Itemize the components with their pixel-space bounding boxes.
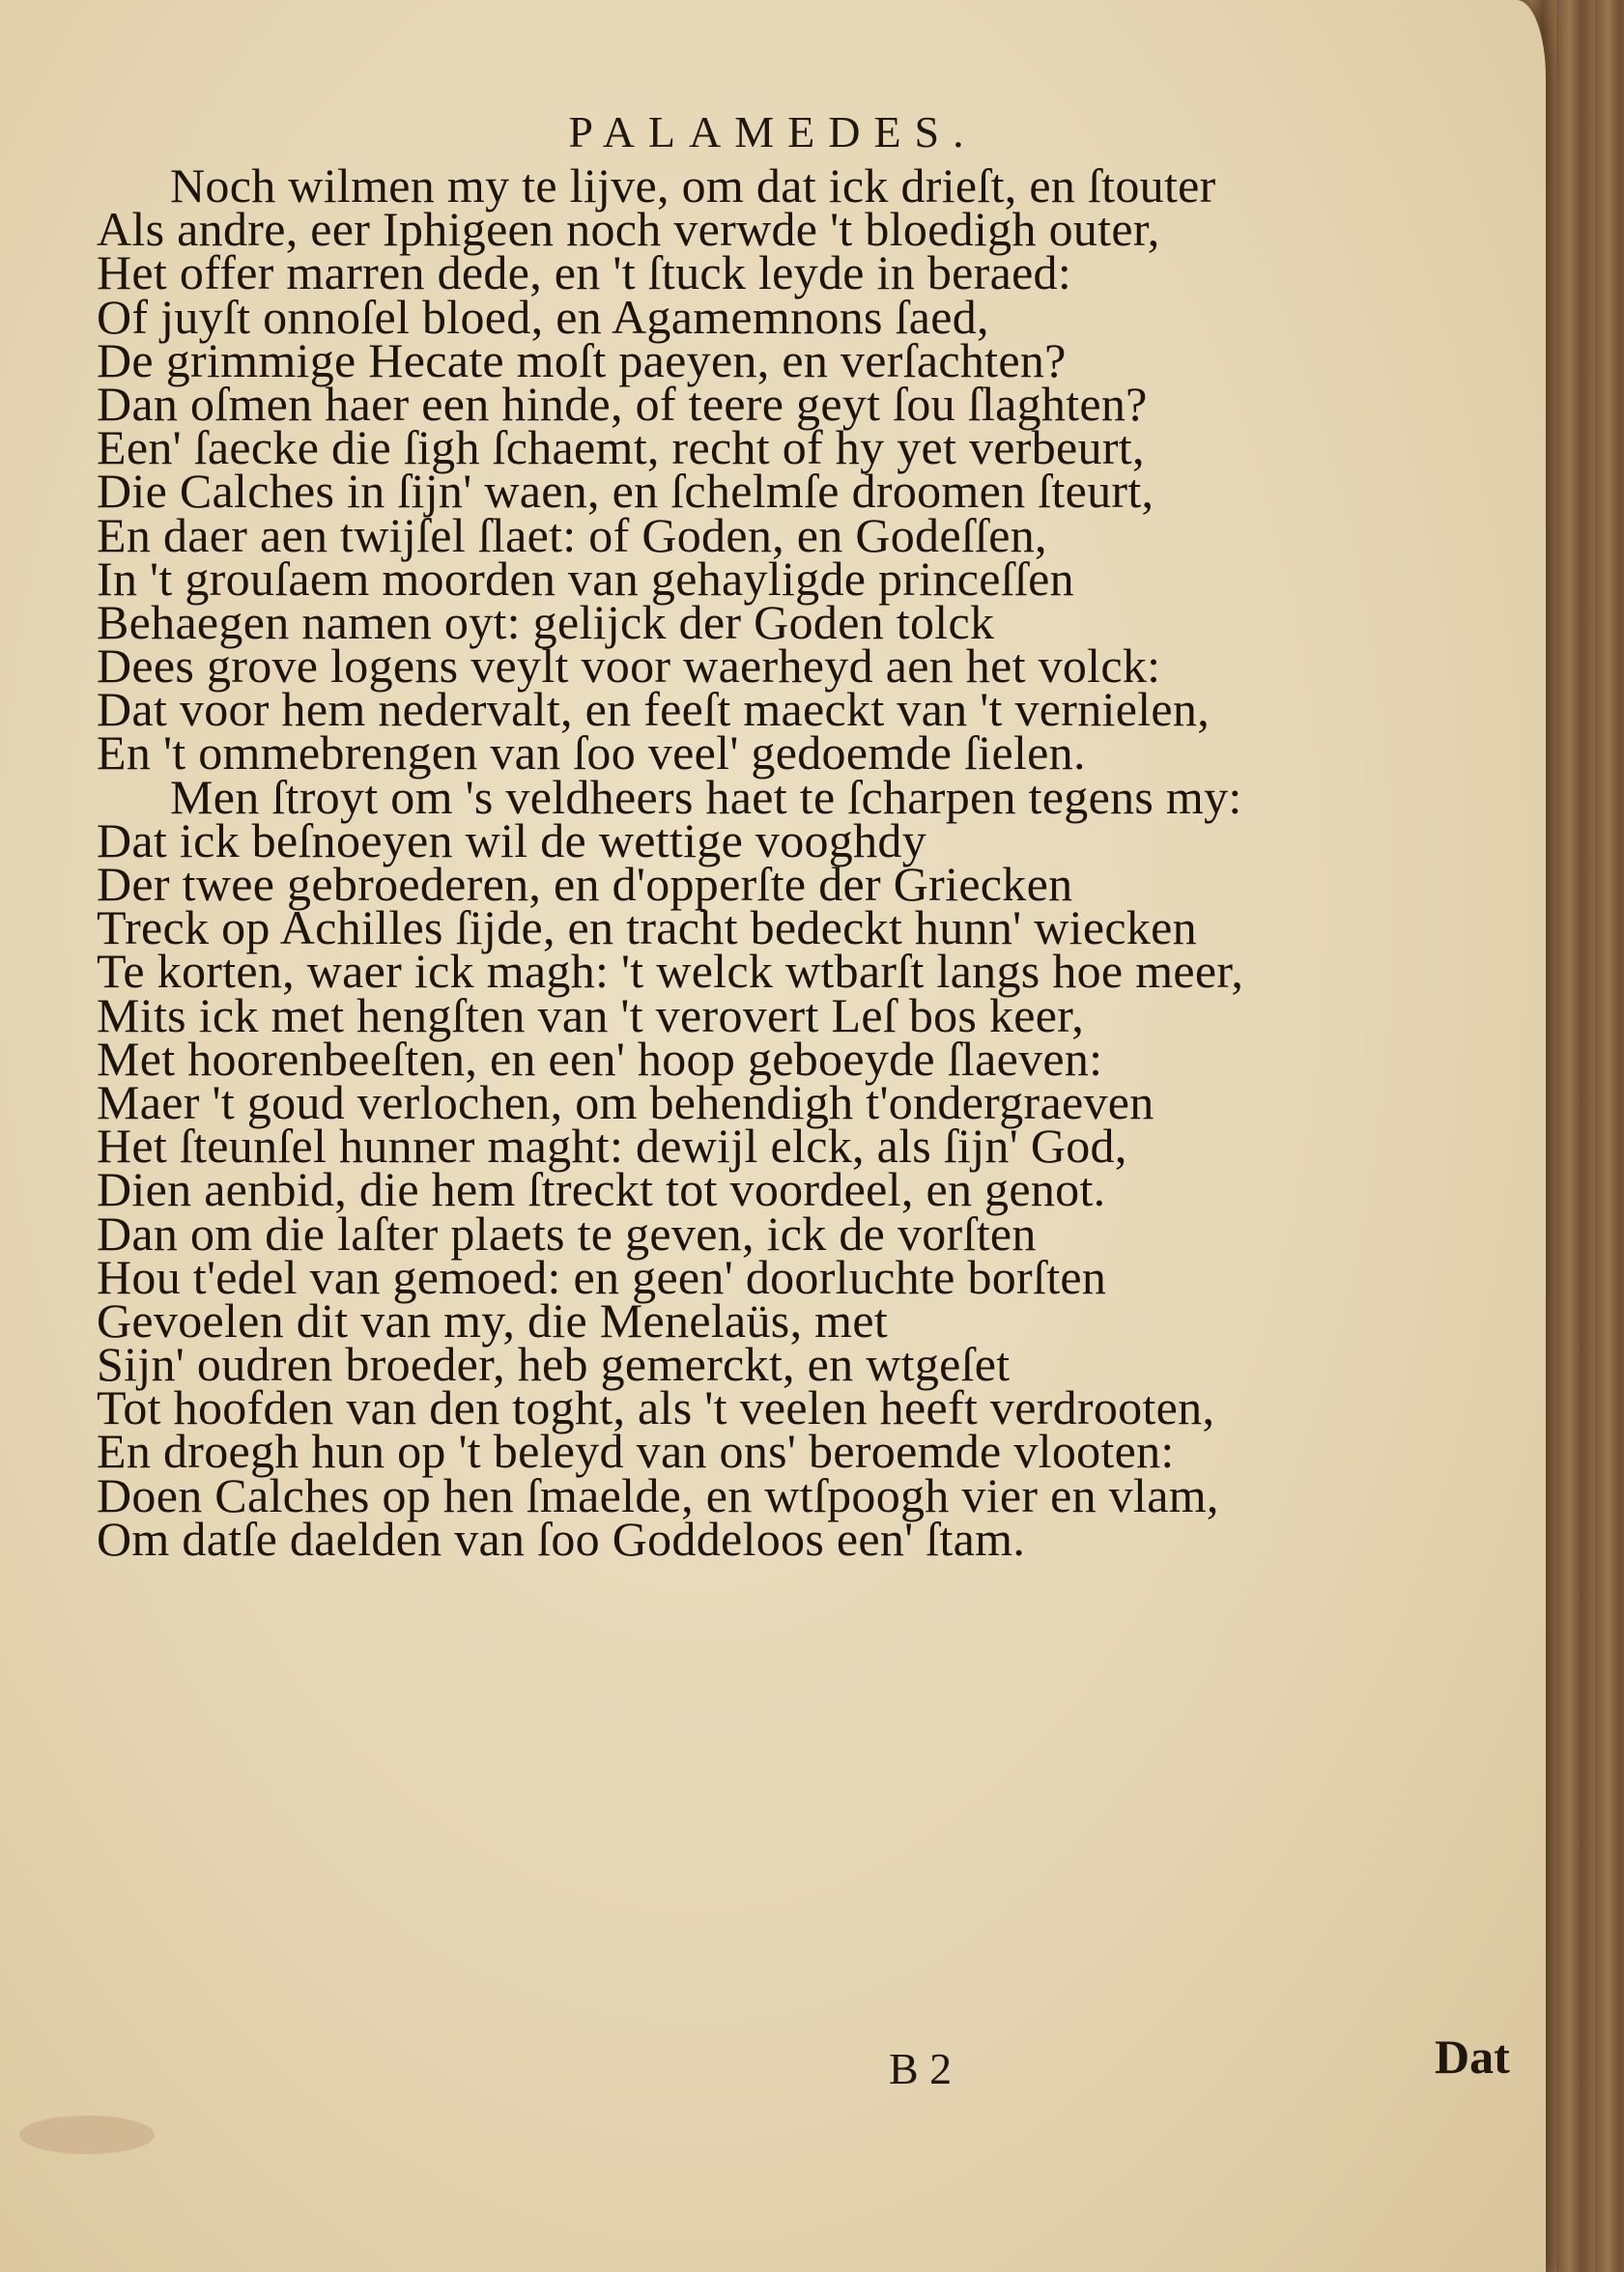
page-stain — [19, 2116, 155, 2154]
verse-line: Het ſteunſel hunner maght: dewijl elck, als ſijn' God, — [97, 1119, 1127, 1174]
verse-line: Te korten, waer ick magh: 't welck wtbarſt langs hoe meer, — [97, 944, 1244, 999]
verse-line: Dan oſmen haer een hinde, of teere geyt ſou ſlaghten? — [97, 376, 1148, 431]
verse-line: Der twee gebroederen, en d'opperſte der Griecken — [97, 857, 1073, 911]
verse-line: Dees grove logens veylt voor waerheyd aen het volck: — [97, 639, 1161, 694]
verse-line: Een' ſaecke die ſigh ſchaemt, recht of hy yet verbeurt, — [97, 420, 1145, 475]
verse-line: Het offer marren dede, en 't ſtuck leyde in beraed: — [97, 245, 1072, 300]
verse-line: En 't ommebrengen van ſoo veel' gedoemde ſielen. — [97, 725, 1086, 781]
verse-line: Dat ick beſnoeyen wil de wettige vooghdy — [97, 812, 926, 867]
verse-line: Treck op Achilles ſijde, en tracht bedeckt hunn' wiecken — [97, 900, 1197, 955]
verse-line: De grimmige Hecate moſt paeyen, en verſachten? — [97, 332, 1067, 387]
verse-line: Noch wilmen my te lijve, om dat ick drieſt, en ſtouter — [170, 158, 1216, 213]
running-head: PALAMEDES. — [568, 107, 978, 156]
verse-line: Dan om die laſter plaets te geven, ick de vorſten — [97, 1206, 1037, 1261]
verse-line: Die Calches in ſijn' waen, en ſchelmſe droomen ſteurt, — [97, 464, 1154, 519]
verse-line: Hou t'edel van gemoed: en geen' doorluchte borſten — [97, 1249, 1107, 1304]
verse-line: Behaegen namen oyt: gelijck der Goden tolck — [97, 594, 995, 649]
signature-mark: B 2 — [889, 2044, 953, 2093]
catchword: Dat — [1435, 2030, 1510, 2084]
verse-line: Gevoelen dit van my, die Menelaüs, met — [97, 1292, 889, 1348]
verse-line: Dien aenbid, die hem ſtreckt tot voordeel, en genot. — [97, 1162, 1106, 1217]
verse-line: Dat voor hem nedervalt, en feeſt maeckt van 't vernielen, — [97, 682, 1211, 737]
verse-line: Sijn' oudren broeder, heb gemerckt, en wtgeſet — [97, 1337, 1011, 1392]
verse-line: Doen Calches op hen ſmaelde, en wtſpoogh vier en vlam, — [97, 1467, 1219, 1522]
verse-line: Tot hoofden van den toght, als 't veelen heeft verdrooten, — [97, 1380, 1215, 1435]
verse-line: Als andre, eer Iphigeen noch verwde 't bloedigh outer, — [97, 202, 1160, 257]
verse-line: En daer aen twijſel ſlaet: of Goden, en Godeſſen, — [97, 507, 1047, 562]
verse-line: Om datſe daelden van ſoo Goddeloos een' ſtam. — [97, 1511, 1026, 1566]
verse-line: En droegh hun op 't beleyd van ons' beroemde vlooten: — [97, 1424, 1175, 1479]
verse-line: Met hoorenbeeſten, en een' hoop geboeyde ſlaeven: — [97, 1031, 1103, 1086]
verse-line: Of juyſt onnoſel bloed, en Agamemnons ſaed, — [97, 289, 989, 344]
verse-block — [97, 158, 1507, 1566]
verse-line: In 't grouſaem moorden van gehayligde princeſſen — [97, 551, 1074, 606]
verse-line: Mits ick met hengſten van 't verovert Leſ bos keer, — [97, 987, 1085, 1042]
verse-line: Maer 't goud verlochen, om behendigh t'ondergraeven — [97, 1074, 1154, 1129]
verse-line: Men ſtroyt om 's veldheers haet te ſcharpen tegens my: — [170, 769, 1242, 824]
